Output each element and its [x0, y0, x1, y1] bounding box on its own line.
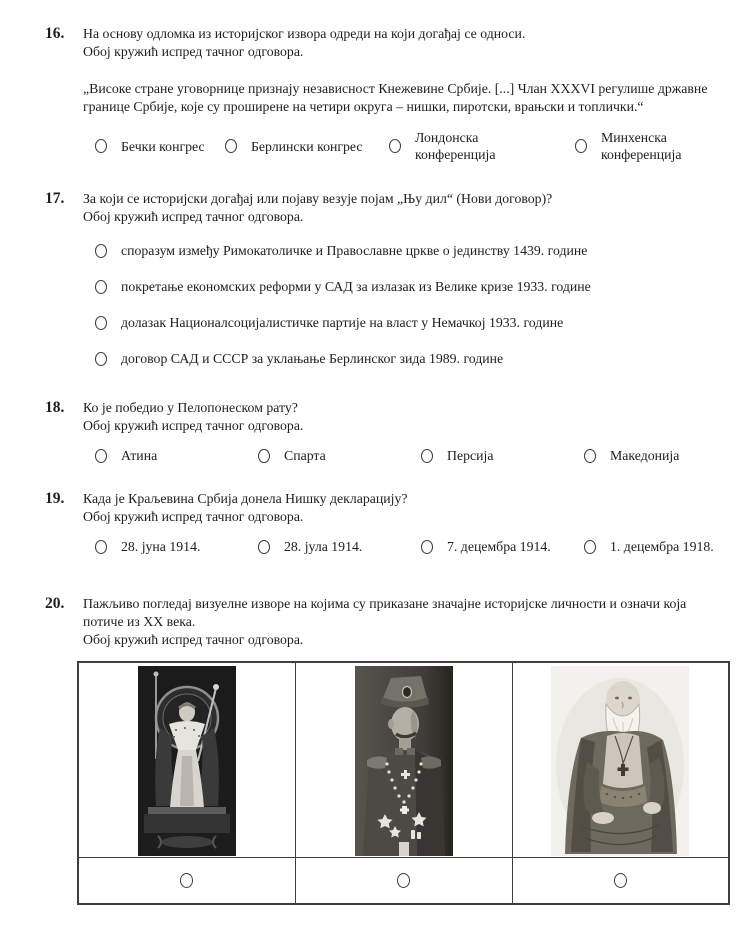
question-18	[45, 399, 726, 464]
q17-option-1	[95, 242, 726, 259]
q16-option-1-label: Бечки конгрес	[121, 138, 205, 154]
q20-image-cell-1	[78, 662, 295, 857]
q18-option-1-label: Атина	[121, 448, 158, 463]
question-20-prompt: Пажљиво погледај визуелне изворе на којима су приказане значајне историјске личности и означи која потиче из XX века.	[83, 596, 687, 629]
question-18-instruction: Обој кружић испред тачног одговора.	[83, 418, 304, 433]
question-19-prompt: Када је Краљевина Србија донела Нишку декларацију?	[83, 491, 408, 506]
q17-option-1-label: споразум између Римокатоличке и Православне цркве о јединству 1439. године	[121, 243, 588, 258]
question-17-options	[95, 242, 726, 367]
q16-option-3	[389, 129, 575, 163]
q19-option-2-radio[interactable]	[258, 540, 270, 554]
question-16-prompt: На основу одломка из историјског извора одреди на који догађај се односи.	[83, 26, 526, 41]
q17-option-4-label: договор САД и СССР за уклањање Берлинског зида 1989. године	[121, 351, 504, 366]
question-19-number: 19.	[45, 490, 65, 507]
q18-option-4	[584, 447, 679, 464]
q16-option-3-radio[interactable]	[389, 139, 401, 153]
q20-image-cell-3	[512, 662, 729, 857]
q20-portrait-table	[77, 661, 730, 905]
q20-option-1-radio[interactable]	[180, 873, 193, 888]
q19-option-4-radio[interactable]	[584, 540, 596, 554]
q16-option-2-label: Берлински конгрес	[251, 138, 363, 154]
q16-option-2-radio[interactable]	[225, 139, 237, 153]
q19-option-4-label: 1. децембра 1918.	[610, 539, 714, 554]
q18-option-3-label: Персија	[447, 448, 494, 463]
question-18-number: 18.	[45, 399, 65, 416]
q17-option-1-radio[interactable]	[95, 244, 107, 258]
q17-option-2-radio[interactable]	[95, 280, 107, 294]
question-19-instruction: Обој кружић испред тачног одговора.	[83, 509, 304, 524]
q17-option-4-radio[interactable]	[95, 352, 107, 366]
q18-option-2	[258, 447, 421, 464]
emperor-on-throne-portrait	[138, 666, 236, 856]
military-king-portrait	[355, 666, 453, 856]
q20-option-cell-1	[78, 857, 295, 904]
q19-option-3	[421, 538, 584, 555]
q16-option-1-radio[interactable]	[95, 139, 107, 153]
q17-option-2	[95, 278, 726, 295]
question-19	[45, 490, 726, 555]
q18-option-4-label: Македонија	[610, 448, 680, 463]
question-17-instruction: Обој кружић испред тачног одговора.	[83, 209, 304, 224]
q19-option-4	[584, 538, 714, 555]
question-19-options	[95, 538, 726, 555]
question-20-number: 20.	[45, 595, 65, 612]
q18-option-3-radio[interactable]	[421, 449, 433, 463]
q17-option-2-label: покретање економских реформи у САД за излазак из Велике кризе 1933. године	[121, 279, 591, 294]
q18-option-4-radio[interactable]	[584, 449, 596, 463]
q18-option-1	[95, 447, 258, 464]
q19-option-2	[258, 538, 421, 555]
q17-option-3-label: долазак Националсоцијалистичке партије на власт у Немачкој 1933. године	[121, 315, 564, 330]
q16-option-4-label: Минхенска конференција	[601, 130, 682, 162]
q19-option-2-label: 28. јула 1914.	[284, 539, 363, 554]
question-17-number: 17.	[45, 190, 65, 207]
q20-option-cell-3	[512, 857, 729, 904]
q16-option-3-label: Лондонска конференција	[415, 130, 496, 162]
question-17-prompt: За који се историјски догађај или појаву везује појам „Њу дил“ (Нови договор)?	[83, 191, 553, 206]
q19-option-3-label: 7. децембра 1914.	[447, 539, 551, 554]
question-17	[45, 190, 726, 367]
question-18-options	[95, 447, 726, 464]
q16-option-4	[575, 129, 745, 163]
q20-image-cell-2	[295, 662, 512, 857]
q19-option-1	[95, 538, 258, 555]
question-16	[45, 25, 726, 163]
q17-option-3-radio[interactable]	[95, 316, 107, 330]
q20-option-2-radio[interactable]	[397, 873, 410, 888]
question-18-prompt: Ко је победио у Пелопонеском рату?	[83, 400, 298, 415]
q20-option-cell-2	[295, 857, 512, 904]
question-16-number: 16.	[45, 25, 65, 42]
question-16-instruction: Обој кружић испред тачног одговора.	[83, 44, 304, 59]
q19-option-3-radio[interactable]	[421, 540, 433, 554]
question-16-source-quote: „Високе стране уговорнице признају независност Кнежевине Србије. [...] Члан XXXVI регулише државне границе Србије, које су проширене на четири округа – нишки, пиротски, врањски и топлички.“	[83, 81, 708, 114]
question-20	[45, 595, 726, 649]
q18-option-2-label: Спарта	[284, 448, 326, 463]
question-16-options	[95, 129, 745, 163]
q19-option-1-radio[interactable]	[95, 540, 107, 554]
q17-option-4	[95, 350, 726, 367]
q16-option-4-radio[interactable]	[575, 139, 587, 153]
q18-option-3	[421, 447, 584, 464]
q18-option-1-radio[interactable]	[95, 449, 107, 463]
q16-option-1	[95, 138, 225, 155]
q20-option-3-radio[interactable]	[614, 873, 627, 888]
question-20-instruction: Обој кружић испред тачног одговора.	[83, 632, 304, 647]
q20-image-row	[78, 662, 729, 857]
q17-option-3	[95, 314, 726, 331]
q20-radio-row	[78, 857, 729, 904]
q18-option-2-radio[interactable]	[258, 449, 270, 463]
q19-option-1-label: 28. јуна 1914.	[121, 539, 201, 554]
bearded-elder-portrait	[551, 666, 689, 856]
q16-option-2	[225, 138, 389, 155]
